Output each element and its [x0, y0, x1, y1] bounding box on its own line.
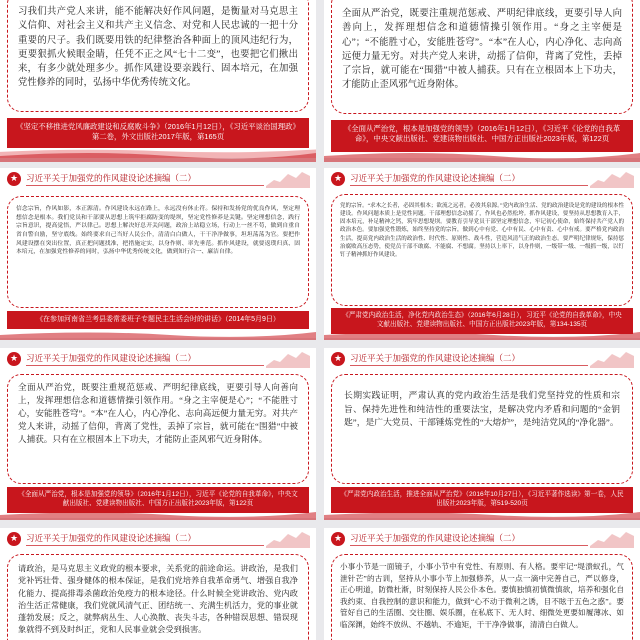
wave-decoration [324, 330, 640, 340]
party-emblem-icon: ★ [7, 352, 21, 366]
wave-decoration [0, 330, 316, 340]
party-emblem-icon: ★ [7, 172, 21, 186]
party-emblem-icon: ★ [331, 352, 345, 366]
wave-decoration [0, 510, 316, 520]
slide-title: 习近平关于加强党的作风建设论述摘编（二） [26, 353, 197, 363]
text-card [331, 194, 633, 306]
slide-title: 习近平关于加强党的作风建设论述摘编（二） [350, 353, 521, 363]
slide-header [324, 168, 640, 190]
great-wall-icon [590, 530, 634, 548]
text-card [331, 374, 633, 484]
body-text: 全面从严治党，既要注重规范惩戒、严明纪律底线，更要引导人向善向上，发挥理想信念和道德情操引领作用。“身之主宰便是心”；“不能胜寸心，安能胜苍穹”。“本”在人心，内心净化、志向高远便力量无穷。对共产党人来讲，动摇了信仰，背离了党性，丢掉了宗旨，就可能在“围猎”中被人捕获。只有在立根固本上下功夫，才能防止歪风邪气近身附体。 [18, 382, 298, 444]
quote-banner: 《严肃党内政治生活，净化党内政治生态》（2016年6月28日），习近平《论党的自我革命》，中央文献出版社、党建读物出版社、中国方正出版社2023年版，第134-135页 [331, 308, 633, 334]
body-text: 党的宗旨。“求木之长者，必固其根本；欲流之远者，必浚其泉源。”党内政治生活、党的政治建设是党的建设的根本性建设。作风问题本质上是党性问题。干部理想信念动摇了，作风也必然松垮。抓作风建设，要坚持从思想教育入手，固本培元，补足精神之钙，筑牢思想堤坝。要教育引导党员干部坚定理想信念，牢记初心使命，始终保持共产党人的政治本色。要加强党性锻炼，始终坚持党的宗旨，做到心中有党、心中有民、心中有责、心中有戒。要严格党内政治生活，提高党内政治生活的政治性、时代性、原则性、战斗性，营造风清气正的政治生态。要严明纪律规矩，保持惩治腐败高压态势，使党员干部不敢腐、不能腐、不想腐。坚持以上率下，以身作则，一级带一级、一级抓一级，以钉钉子精神抓好作风建设。 [340, 203, 624, 258]
wave-decoration [0, 150, 316, 162]
great-wall-icon [590, 350, 634, 368]
slide-title: 习近平关于加强党的作风建设论述摘编（二） [26, 173, 197, 183]
quote-banner: 《全面从严治党，根本是加强党的领导》（2016年1月12日），习近平《论党的自我革命》，中央文献出版社、党建读物出版社、中国方正出版社2023年版，第122页 [7, 487, 309, 513]
wave-decoration [324, 510, 640, 520]
slide-6[interactable] [324, 348, 640, 518]
party-emblem-icon: ★ [7, 532, 21, 546]
slide-1[interactable] [0, 0, 316, 158]
slide-2[interactable] [324, 0, 640, 158]
text-card [7, 196, 309, 308]
slide-4[interactable] [324, 168, 640, 338]
slide-3[interactable] [0, 168, 316, 338]
slide-title: 习近平关于加强党的作风建设论述摘编（二） [350, 173, 521, 183]
party-emblem-icon: ★ [331, 532, 345, 546]
body-text: 习我们共产党人来讲，能不能解决好作风问题，是衡量对马克思主义信仰、对社会主义和共产主义信念、对党和人民忠诚的一把十分重要的尺子。我们既要用铁的纪律整治各种面上的顶风违纪行为，更要狠抓火候眼金睛，任凭不正之风“七十二变”，也要把它们揪出来，有多少就处理多少。抓作风建设要亲践行、固本培元，在加强党性修养的同时，弘扬中华优秀传统文化。 [18, 7, 298, 89]
great-wall-icon [266, 530, 310, 548]
body-text: 信念宗旨，作风如影，本正源清。作风建设永远在路上，永远没有休止符。保持和发扬党的优良作风，坚定理想信念是根本。我们党员和干部要从思想上筑牢拒腐防变的堤坝，坚定党性修养是关键。坚定理想信念，践行宗旨意识，提高觉悟，严以律己。思想上解决好总开关问题，政治上站稳立场，行动上一丝不苟，做到自重自省自警自励，坚守底线。始终要求自己当好人民公仆，清清白白做人，干干净净做事，坦坦荡荡为官。要把作风建设摆在突出位置，真正把问题找准，把措施定实，以身作则、率先垂范。抓作风建设，就要返璞归真、固本培元，在加强党性修养的同时，弘扬中华优秀传统文化，做到知行合一、廉洁自律。 [16, 206, 300, 256]
quote-banner: 《严肃党内政治生活，推进全面从严治党》（2016年10月27日），《习近平著作选读》第一卷，人民出版社2023年版，第519-520页 [331, 487, 633, 513]
slide-5[interactable] [0, 348, 316, 518]
party-emblem-icon: ★ [331, 172, 345, 186]
body-text: 长期实践证明，严肃认真的党内政治生活是我们党坚持党的性质和宗旨、保持先进性和纯洁性的重要法宝，是解决党内矛盾和问题的“金钥匙”，是广大党员、干部锤炼党性的“大熔炉”，是纯洁党风的“净化器”。 [344, 390, 620, 428]
quote-banner: 《坚定不移推进党风廉政建设和反腐败斗争》（2016年1月12日），《习近平谈治国理政》第二卷，外文出版社2017年版，第165页 [7, 118, 309, 148]
great-wall-icon [590, 170, 634, 188]
slide-header [324, 528, 640, 550]
body-text: 小事小节是一面镜子，小事小节中有党性、有原则、有人格。要牢记“堤溃蚁孔，气泄针芒”的古训，坚持从小事小节上加强修养，从一点一滴中完善自己，严以修身，正心明道，防微杜渐，时刻保持人民公仆本色。要慎独慎初慎微慎欲，培养和强化自我约束、自我控制的意识和能力，做到“心不动于微利之诱，目不眩于五色之惑”。要管好自己的生活圈、交往圈、娱乐圈，在私底下、无人时、细微处更要如履薄冰、如临深渊，始终不放纵、不越轨、不逾矩，干干净净做事，清清白白做人。 [340, 562, 624, 629]
text-card [7, 374, 309, 484]
slide-header [0, 528, 316, 550]
body-text: 全面从严治党，既要注重规范惩戒、严明纪律底线，更要引导人向善向上，发挥理想信念和道德情操引领作用。“身之主宰便是心”；“不能胜寸心，安能胜苍穹”。“本”在人心，内心净化、志向高远便力量无穷。对共产党人来讲，动摇了信仰，背离了党性，丢掉了宗旨，就可能在“围猎”中被人捕获。只有在立根固本上下功夫，才能防止歪风邪气近身附体。 [342, 9, 622, 91]
text-card [7, 554, 309, 640]
quote-banner: 《全面从严治党，根本是加强党的领导》（2016年1月12日），《习近平《论党的自我革命》，中央文献出版社、党建读物出版社、中国方正出版社2023年版，第122页 [331, 120, 633, 152]
text-card [331, 554, 633, 640]
slide-header [0, 168, 316, 190]
slide-7[interactable] [0, 528, 316, 640]
great-wall-icon [266, 170, 310, 188]
body-text: 请政治，是马克思主义政党的根本要求，关系党的前途命运。讲政治，是我们党补钙壮骨、强身健体的根本保证，是我们党培养自我革命勇气、增强自我净化能力、提高排毒杀菌政治免疫力的根本途径。什么时候全党讲政治、党内政治生活正常健康，我们党就风清气正、团结统一、充满生机活力，党的事业就蓬勃发展；反之，就弊病丛生、人心涣散、丧失斗志，各种错误思想、错误现象就得不到及时纠正，党和人民事业就会受到损害。 [18, 564, 298, 635]
slide-title: 习近平关于加强党的作风建设论述摘编（二） [350, 533, 521, 543]
slide-header [324, 348, 640, 370]
slide-8[interactable] [324, 528, 640, 640]
quote-banner: 《在参加河南省兰考县委常委班子专题民主生活会时的讲话》（2014年5月9日） [7, 311, 309, 329]
great-wall-icon [266, 350, 310, 368]
text-card [331, 0, 633, 114]
wave-decoration [324, 150, 640, 162]
slide-header [0, 348, 316, 370]
text-card [7, 0, 309, 112]
slide-title: 习近平关于加强党的作风建设论述摘编（二） [26, 533, 197, 543]
